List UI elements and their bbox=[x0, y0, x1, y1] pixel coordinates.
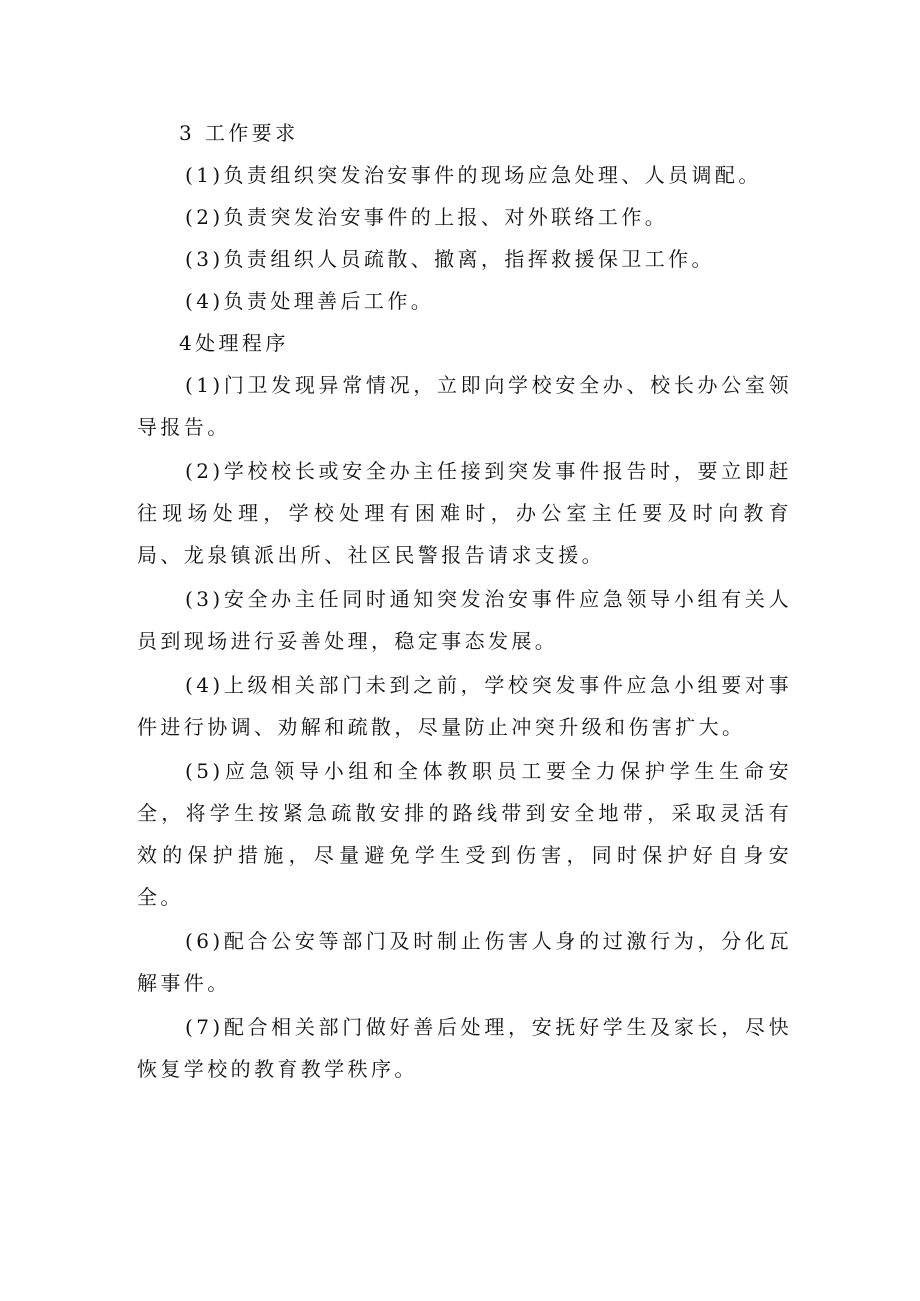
section-heading-work-requirements: 3 工作要求 bbox=[179, 121, 299, 145]
requirement-item-2: (2)负责突发治安事件的上报、对外联络工作。 bbox=[185, 205, 669, 229]
procedure-item-3: (3)安全办主任同时通知突发治安事件应急领导小组有关人员到现场进行妥善处理，稳定事态发展。 bbox=[137, 587, 792, 653]
procedure-item-6: (6)配合公安等部门及时制止伤害人身的过激行为，分化瓦解事件。 bbox=[137, 929, 792, 995]
procedure-item-2: (2)学校校长或安全办主任接到突发事件报告时，要立即赶往现场处理，学校处理有困难时，办公室主任要及时向教育局、龙泉镇派出所、社区民警报告请求支援。 bbox=[137, 459, 792, 567]
requirement-item-3: (3)负责组织人员疏散、撤离，指挥救援保卫工作。 bbox=[185, 247, 715, 271]
procedure-item-5: (5)应急领导小组和全体教职员工要全力保护学生生命安全，将学生按紧急疏散安排的路线带到安全地带，采取灵活有效的保护措施，尽量避免学生受到伤害，同时保护好自身安全。 bbox=[137, 759, 792, 909]
requirement-item-1: (1)负责组织突发治安事件的现场应急处理、人员调配。 bbox=[185, 163, 762, 187]
procedure-item-1: (1)门卫发现异常情况，立即向学校安全办、校长办公室领导报告。 bbox=[137, 373, 792, 439]
procedure-item-7: (7)配合相关部门做好善后处理，安抚好学生及家长，尽快恢复学校的教育教学秩序。 bbox=[137, 1015, 792, 1081]
procedure-item-4: (4)上级相关部门未到之前，学校突发事件应急小组要对事件进行协调、劝解和疏散，尽量防止冲突升级和伤害扩大。 bbox=[137, 673, 792, 739]
requirement-item-4: (4)负责处理善后工作。 bbox=[185, 289, 435, 313]
section-heading-procedure: 4处理程序 bbox=[179, 331, 289, 355]
document-body bbox=[137, 112, 792, 1092]
